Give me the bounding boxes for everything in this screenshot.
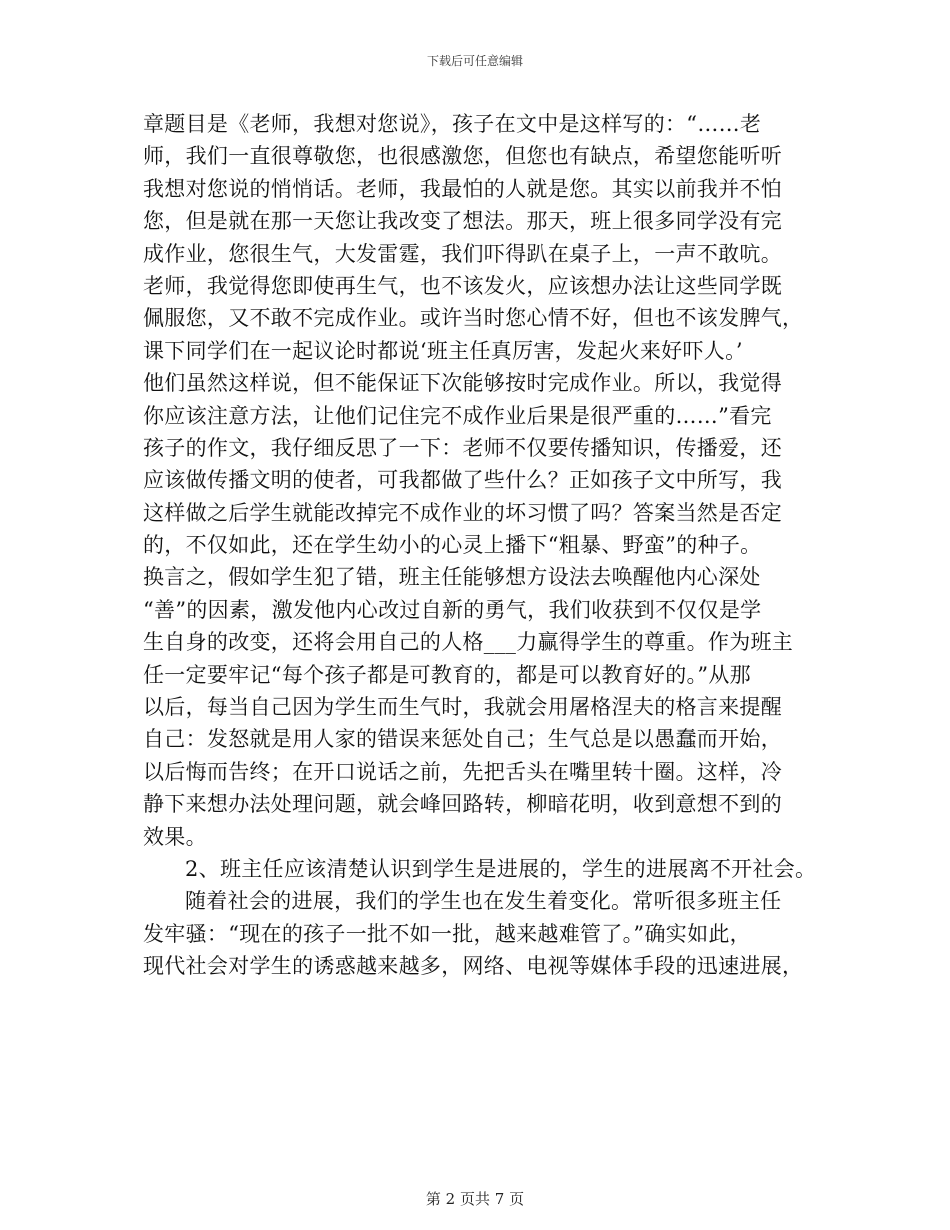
text-line: 佩服您，又不敢不完成作业。或许当时您心情不好，但也不该发脾气， (143, 306, 804, 331)
text-line: 以后悔而告终；在开口说话之前，先把舌头在嘴里转十圈。这样，冷 (143, 759, 782, 784)
page-footer: 第 2 页共 7 页 (425, 1190, 525, 1208)
text-line: “善”的因素，激发他内心改过自新的勇气，我们收获到不仅仅是学 (143, 597, 762, 622)
text-line: 你应该注意方法，让他们记住完不成作业后果是很严重的……”看完 (143, 403, 772, 428)
text-line: 他们虽然这样说，但不能保证下次能够按时完成作业。所以，我觉得 (143, 371, 782, 396)
text-line: 应该做传播文明的使者，可我都做了些什么？正如孩子文中所写，我 (143, 468, 782, 493)
text-line: 换言之，假如学生犯了错，班主任能够想方设法去唤醒他内心深处 (143, 565, 761, 590)
document-body (143, 108, 823, 983)
text-line: 静下来想办法处理问题，就会峰回路转，柳暗花明，收到意想不到的 (143, 792, 782, 817)
text-line: 发牢骚：“现在的孩子一批不如一批，越来越难管了。”确实如此， (143, 921, 751, 946)
page-header: 下载后可任意编辑 (426, 54, 523, 68)
text-line: 效果。 (143, 824, 207, 849)
text-line: 的，不仅如此，还在学生幼小的心灵上播下“粗暴、野蛮”的种子。 (143, 533, 762, 558)
text-line: 我想对您说的悄悄话。老师，我最怕的人就是您。其实以前我并不怕 (143, 176, 782, 201)
text-line: 自己：发怒就是用人家的错误来惩处自己；生气总是以愚蠢而开始， (143, 727, 782, 752)
text-line: 生自身的改变，还将会用自己的人格___力赢得学生的尊重。作为班主 (143, 630, 794, 655)
text-line: 随着社会的进展，我们的学生也在发生着变化。常听很多班主任 (185, 889, 782, 914)
section-heading: 2、班主任应该清楚认识到学生是进展的，学生的进展离不开社会。 (185, 856, 817, 881)
text-line: 这样做之后学生就能改掉完不成作业的坏习惯了吗？答案当然是否定 (143, 500, 782, 525)
text-line: 以后，每当自己因为学生而生气时，我就会用屠格涅夫的格言来提醒 (143, 695, 782, 720)
text-line: 成作业，您很生气，大发雷霆，我们吓得趴在桌子上，一声不敢吭。 (143, 241, 782, 266)
text-line: 章题目是《老师，我想对您说》，孩子在文中是这样写的：“……老 (143, 112, 762, 136)
text-line: 课下同学们在一起议论时都说‘班主任真厉害，发起火来好吓人。’ (143, 338, 743, 363)
text-line: 现代社会对学生的诱惑越来越多，网络、电视等媒体手段的迅速进展， (143, 954, 804, 979)
text-line: 任一定要牢记“每个孩子都是可教育的，都是可以教育好的。”从那 (143, 662, 751, 687)
text-line: 您，但是就在那一天您让我改变了想法。那天，班上很多同学没有完 (143, 209, 782, 234)
text-line: 孩子的作文，我仔细反思了一下：老师不仅要传播知识，传播爱，还 (143, 435, 782, 460)
text-line: 老师，我觉得您即使再生气，也不该发火，应该想办法让这些同学既 (143, 273, 782, 298)
text-line: 师，我们一直很尊敬您，也很感激您，但您也有缺点，希望您能听听 (143, 144, 782, 169)
